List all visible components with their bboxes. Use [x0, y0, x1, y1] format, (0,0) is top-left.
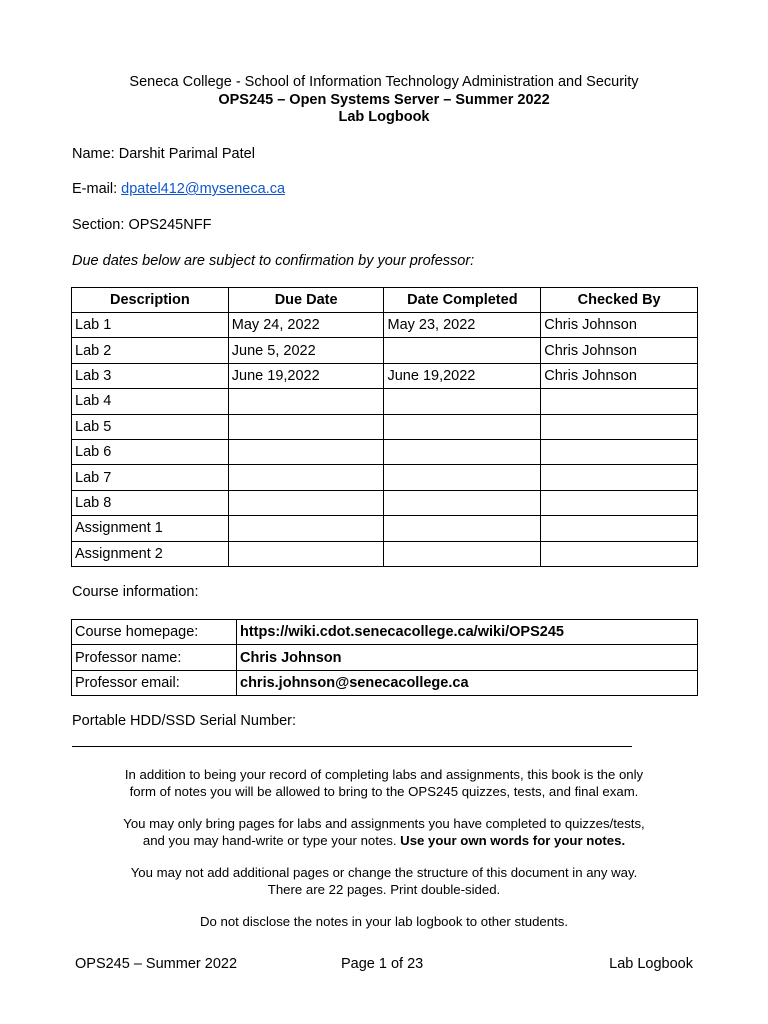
description-cell: Lab 7	[72, 465, 229, 490]
table-row	[72, 620, 698, 645]
table-row	[72, 670, 698, 695]
table-row	[72, 645, 698, 670]
due-date-cell	[228, 465, 384, 490]
date-completed-cell	[384, 414, 541, 439]
description-cell: Lab 2	[72, 338, 229, 363]
due-dates-note: Due dates below are subject to confirmation by your professor:	[72, 253, 475, 269]
table-row	[72, 439, 698, 464]
date-completed-cell	[384, 465, 541, 490]
column-header-checked-by: Checked By	[541, 288, 698, 313]
logbook-header-row	[72, 288, 698, 313]
column-header-date-completed: Date Completed	[384, 288, 541, 313]
checked-by-cell	[541, 490, 698, 515]
description-cell: Lab 5	[72, 414, 229, 439]
table-row	[72, 541, 698, 566]
email-label: E-mail:	[72, 181, 118, 197]
notes-line: You may not add additional pages or change the structure of this document in any way.	[130, 865, 638, 880]
table-row	[72, 313, 698, 338]
institution-line: Seneca College - School of Information Technology Administration and Security	[129, 74, 639, 90]
footer-left: OPS245 – Summer 2022	[75, 956, 238, 972]
email-field	[72, 181, 285, 197]
date-completed-cell	[384, 541, 541, 566]
date-completed-cell: June 19,2022	[384, 363, 541, 388]
table-row	[72, 363, 698, 388]
section-label: Section:	[72, 217, 125, 233]
due-date-cell	[228, 541, 384, 566]
notes-line: Do not disclose the notes in your lab logbook to other students.	[199, 914, 568, 929]
table-row	[72, 490, 698, 515]
column-header-description: Description	[72, 288, 229, 313]
table-row	[72, 338, 698, 363]
date-completed-cell: May 23, 2022	[384, 313, 541, 338]
date-completed-cell	[384, 439, 541, 464]
section-value: OPS245NFF	[128, 217, 212, 233]
serial-number-label: Portable HDD/SSD Serial Number:	[72, 713, 297, 729]
checked-by-cell: Chris Johnson	[541, 313, 698, 338]
table-row	[72, 465, 698, 490]
notes-line: form of notes you will be allowed to bring to the OPS245 quizzes, tests, and final exam.	[129, 783, 639, 799]
due-date-cell: May 24, 2022	[228, 313, 384, 338]
due-date-cell: June 5, 2022	[228, 338, 384, 363]
description-cell: Lab 8	[72, 490, 229, 515]
notes-paragraph-2	[0, 816, 768, 849]
due-date-cell	[228, 389, 384, 414]
description-cell: Assignment 1	[72, 516, 229, 541]
checked-by-cell	[541, 389, 698, 414]
checked-by-cell: Chris Johnson	[541, 338, 698, 363]
course-info-table	[71, 619, 698, 696]
email-link[interactable]: dpatel412@myseneca.ca	[121, 181, 286, 197]
date-completed-cell	[384, 338, 541, 363]
date-completed-cell	[384, 490, 541, 515]
description-cell: Lab 6	[72, 439, 229, 464]
course-info-label: Course information:	[72, 584, 199, 600]
description-cell: Lab 1	[72, 313, 229, 338]
document-header	[0, 74, 768, 127]
footer-page-number: Page 1 of 23	[341, 956, 424, 972]
checked-by-cell: Chris Johnson	[541, 363, 698, 388]
footer-right: Lab Logbook	[609, 956, 693, 972]
professor-email-label: Professor email:	[72, 670, 237, 695]
name-field	[72, 146, 255, 162]
checked-by-cell	[541, 465, 698, 490]
doc-title: Lab Logbook	[338, 109, 430, 125]
professor-name-value: Chris Johnson	[237, 645, 698, 670]
table-row	[72, 516, 698, 541]
date-completed-cell	[384, 516, 541, 541]
checked-by-cell	[541, 414, 698, 439]
due-date-cell	[228, 516, 384, 541]
description-cell: Assignment 2	[72, 541, 229, 566]
notes-emphasis: Use your own words for your notes.	[400, 832, 626, 848]
table-row	[72, 389, 698, 414]
course-homepage-value: https://wiki.cdot.senecacollege.ca/wiki/OPS245	[237, 620, 698, 645]
section-field	[72, 217, 211, 233]
notes-line: You may only bring pages for labs and assignments you have completed to quizzes/tests,	[123, 816, 645, 831]
checked-by-cell	[541, 541, 698, 566]
serial-number-line	[72, 746, 632, 747]
column-header-due-date: Due Date	[228, 288, 384, 313]
description-cell: Lab 3	[72, 363, 229, 388]
date-completed-cell	[384, 389, 541, 414]
table-row	[72, 414, 698, 439]
notes-line: There are 22 pages. Print double-sided.	[267, 881, 501, 897]
notes-paragraph-1	[0, 767, 768, 800]
notes-paragraph-4	[0, 914, 768, 931]
checked-by-cell	[541, 439, 698, 464]
notes-line	[0, 833, 768, 850]
name-label: Name:	[72, 146, 115, 162]
due-date-cell	[228, 490, 384, 515]
checked-by-cell	[541, 516, 698, 541]
logbook-table	[71, 287, 698, 567]
due-date-cell	[228, 439, 384, 464]
notes-line: In addition to being your record of completing labs and assignments, this book is the only	[124, 767, 644, 782]
professor-email-value: chris.johnson@senecacollege.ca	[237, 670, 698, 695]
due-date-cell: June 19,2022	[228, 363, 384, 388]
due-date-cell	[228, 414, 384, 439]
notes-text: and you may hand-write or type your notes.	[142, 832, 397, 848]
notes-paragraph-3	[0, 865, 768, 898]
course-homepage-label: Course homepage:	[72, 620, 237, 645]
description-cell: Lab 4	[72, 389, 229, 414]
course-title: OPS245 – Open Systems Server – Summer 2022	[218, 91, 550, 108]
professor-name-label: Professor name:	[72, 645, 237, 670]
student-name: Darshit Parimal Patel	[118, 146, 255, 162]
